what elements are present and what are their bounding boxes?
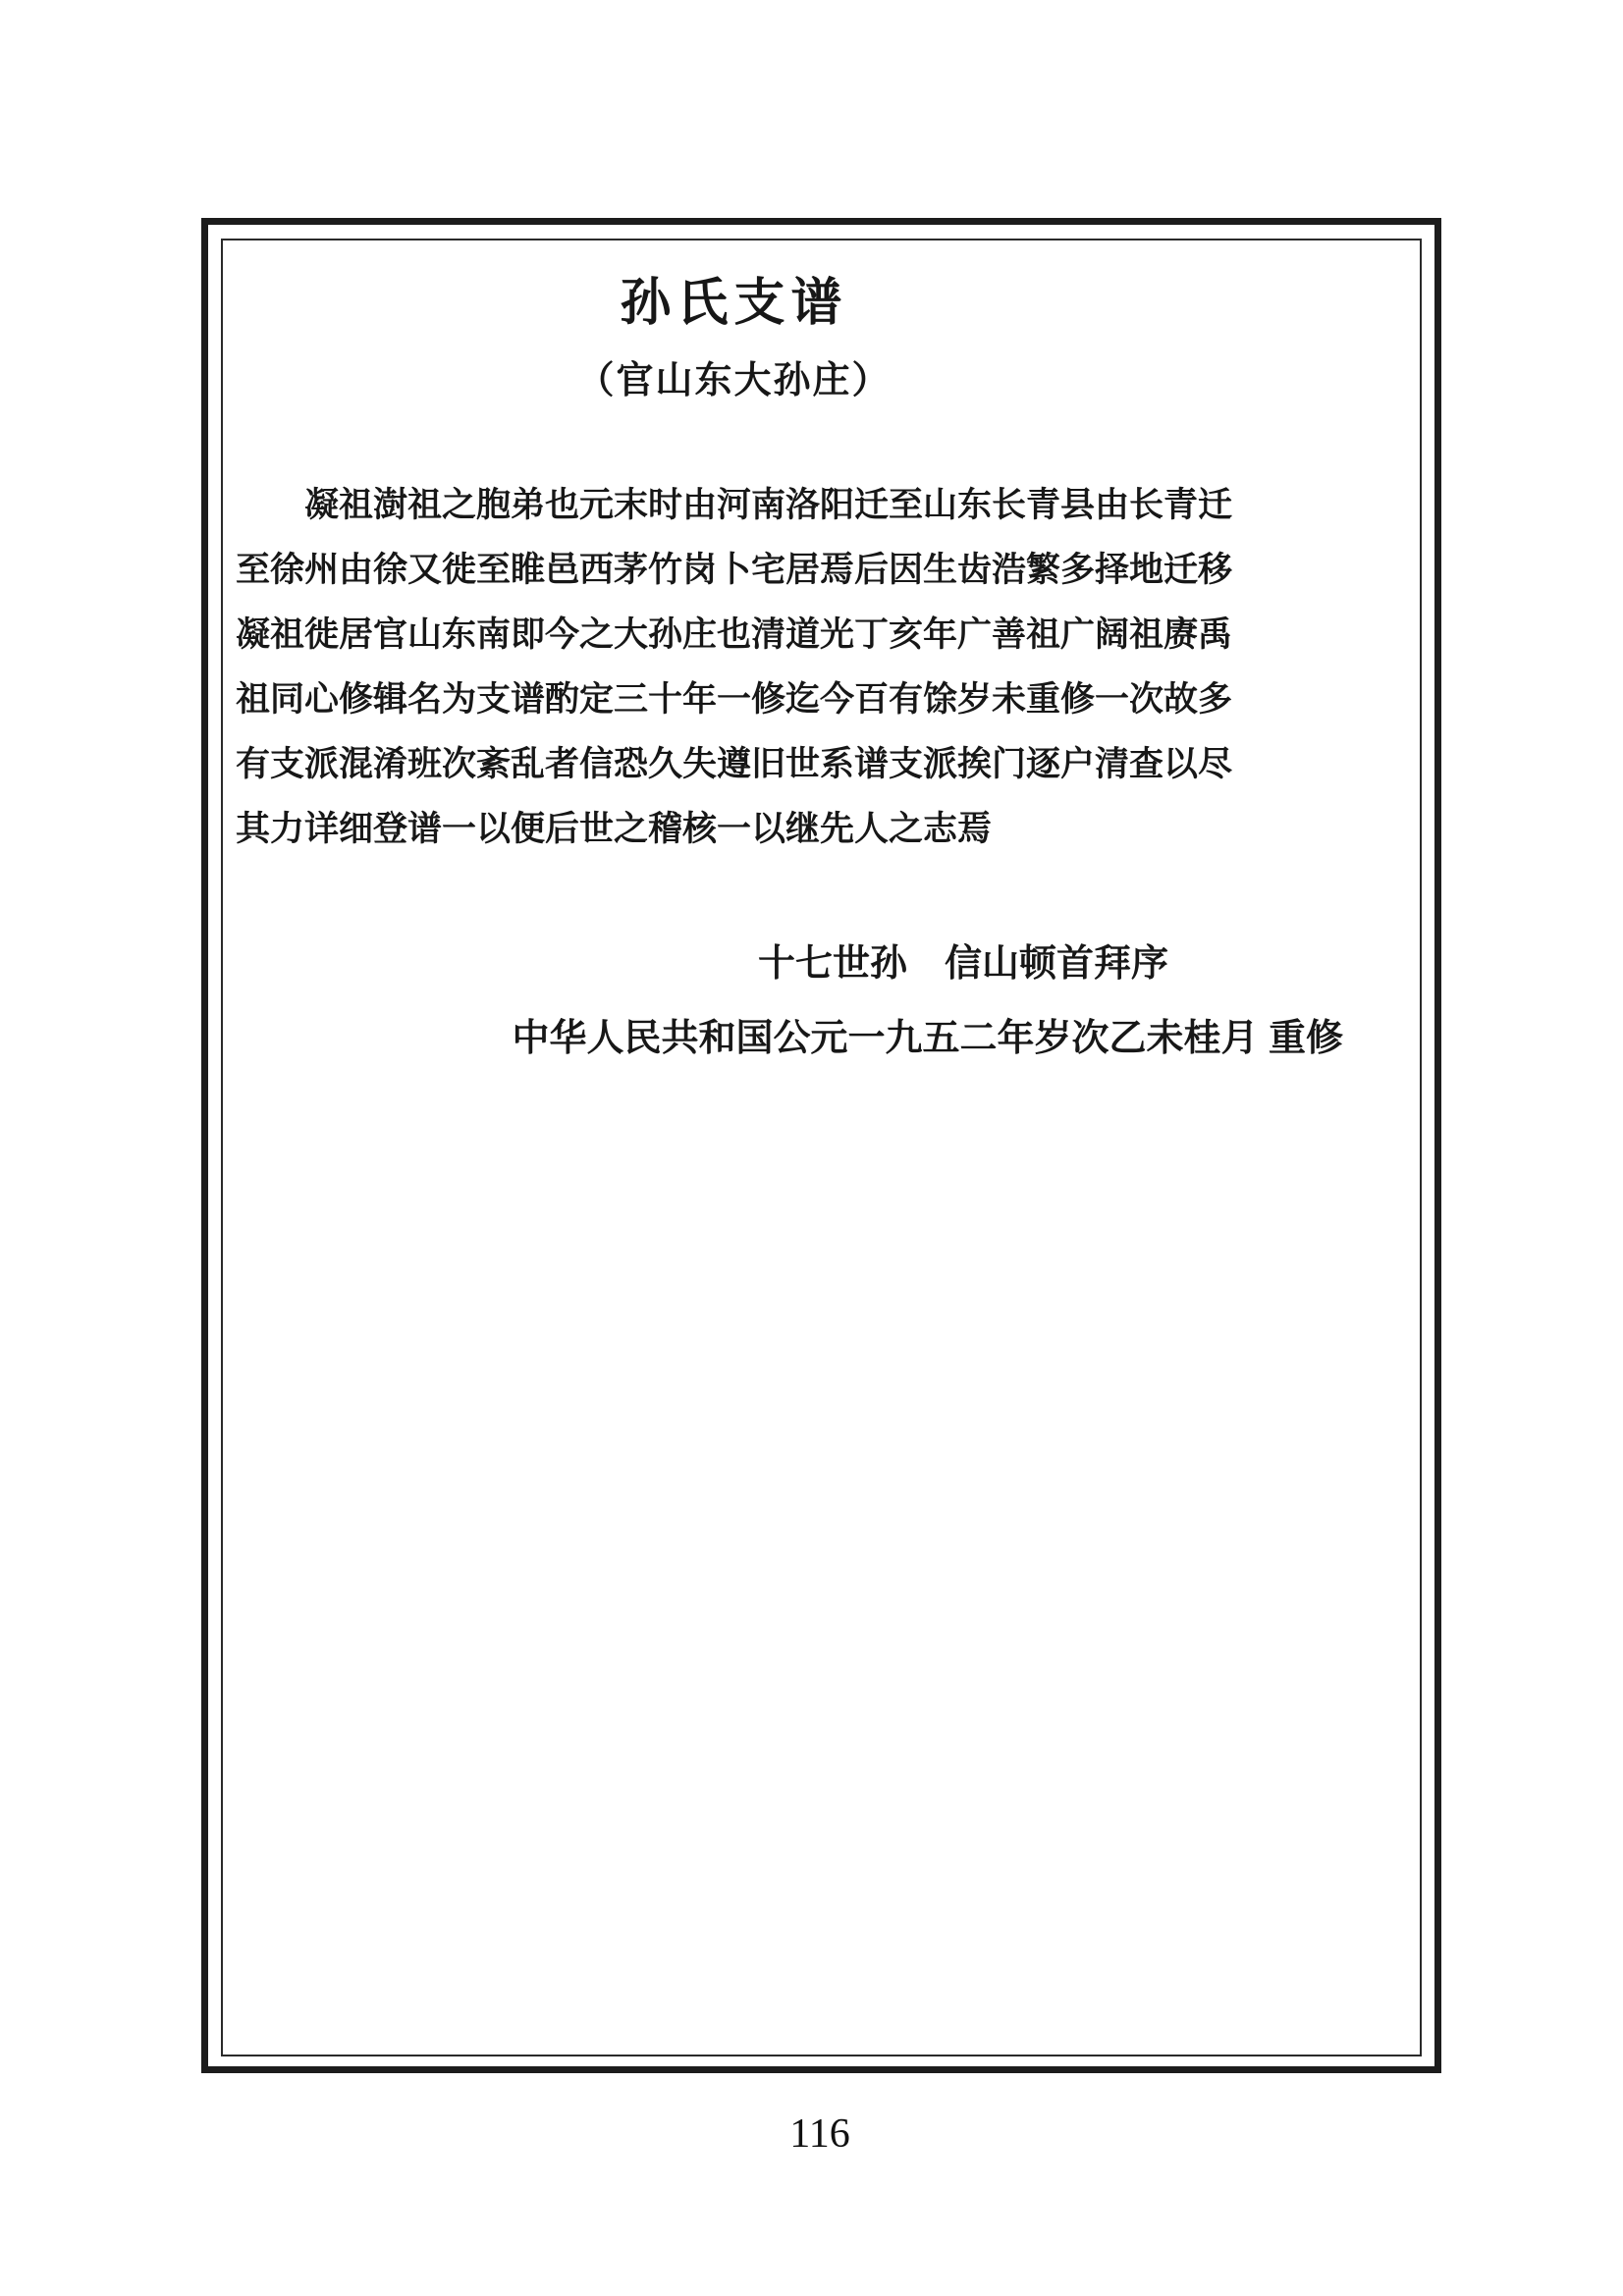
page-number: 116 <box>789 2111 850 2157</box>
signature-line: 十七世孙 信山顿首拜序 <box>757 943 1168 985</box>
preface-paragraph: 凝祖澍祖之胞弟也元末时由河南洛阳迁至山东长青县由长青迁至徐州由徐又徙至睢邑西茅竹岗卜宅居焉后因生齿浩繁多择地迁移凝祖徙居官山东南即今之大孙庄也清道光丁亥年广善祖广阔祖赓禹祖同心修辑名为支谱酌定三十年一修迄今百有馀岁未重修一次故多有支派混淆班次紊乱者信恐久失遵旧世系谱支派挨门逐户清查以尽其力详细登谱一以便后世之稽核一以继先人之志焉 <box>236 486 1233 848</box>
document-subtitle: （官山东大孙庄） <box>576 360 892 401</box>
document-title: 孙氏支谱 <box>620 275 848 332</box>
date-line: 中华人民共和国公元一九五二年岁次乙未桂月 重修 <box>512 1018 1343 1059</box>
